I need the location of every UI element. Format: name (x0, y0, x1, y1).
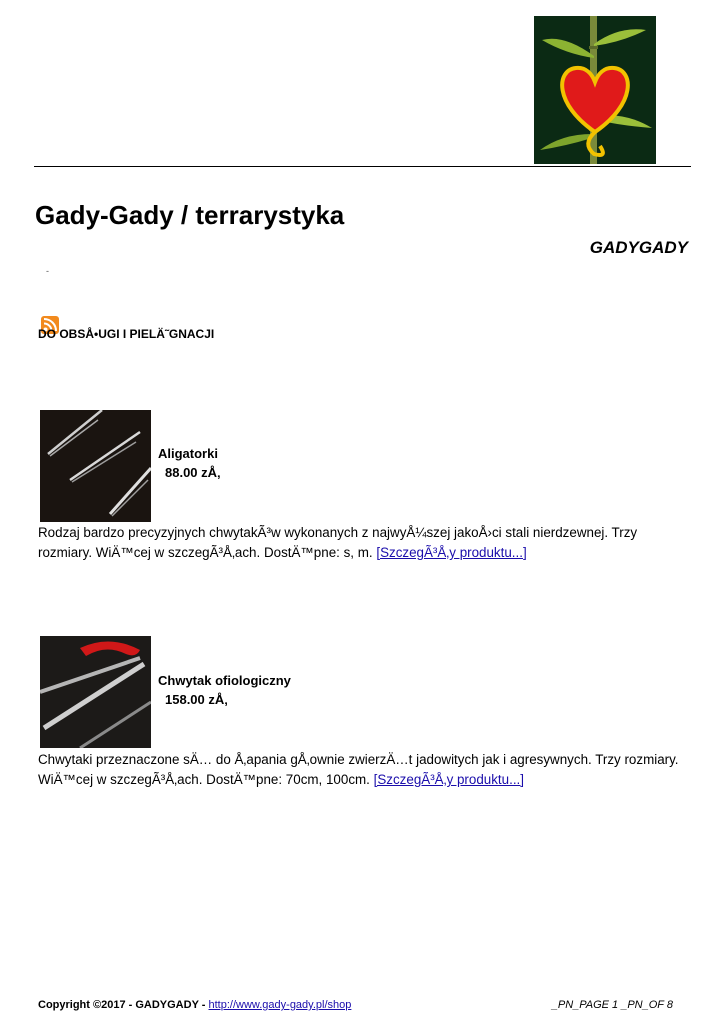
product-name: Chwytak ofiologiczny (158, 673, 291, 688)
page-number: _PN_PAGE 1 _PN_OF 8 (551, 999, 673, 1011)
footer-copyright (38, 999, 351, 1011)
header-divider (34, 166, 691, 167)
product-description (38, 523, 688, 563)
separator-dash: - (46, 266, 49, 276)
copyright-text: Copyright ©2017 - GADYGADY - (38, 999, 206, 1011)
category-title: DO OBSÅ•UGI I PIELÄ˜GNACJI (38, 327, 215, 341)
product-image-aligatorki[interactable] (40, 410, 151, 522)
product-description (38, 750, 688, 790)
product-details-link[interactable]: [SzczegÃ³Å‚y produktu...] (376, 545, 527, 560)
product-price: 158.00 zÅ‚ (165, 692, 228, 707)
product-price: 88.00 zÅ‚ (165, 465, 221, 480)
product-details-link[interactable]: [SzczegÃ³Å‚y produktu...] (373, 772, 524, 787)
product-description-text: Rodzaj bardzo precyzyjnych chwytakÃ³w wykonanych z najwyÅ¼szej jakoÅ›ci stali nierdzewnej. Trzy rozmiary. WiÄ™cej w szczegÃ³Å‚ach. DostÄ™pne: s, m. (38, 525, 638, 560)
page-title: Gady-Gady / terrarystyka (35, 200, 345, 230)
site-name: GADYGADY (589, 238, 688, 257)
site-logo (534, 16, 656, 164)
product-description-text: Chwytaki przeznaczone sÄ… do Å‚apania gÅ‚ownie zwierzÄ…t jadowitych jak i agresywnych. Trzy rozmiary. WiÄ™cej w szczegÃ³Å‚ach. DostÄ™pne: 70cm, 100cm. (38, 752, 679, 787)
product-image-chwytak[interactable] (40, 636, 151, 748)
footer-shop-link[interactable]: http://www.gady-gady.pl/shop (208, 999, 352, 1011)
product-name: Aligatorki (158, 446, 218, 461)
